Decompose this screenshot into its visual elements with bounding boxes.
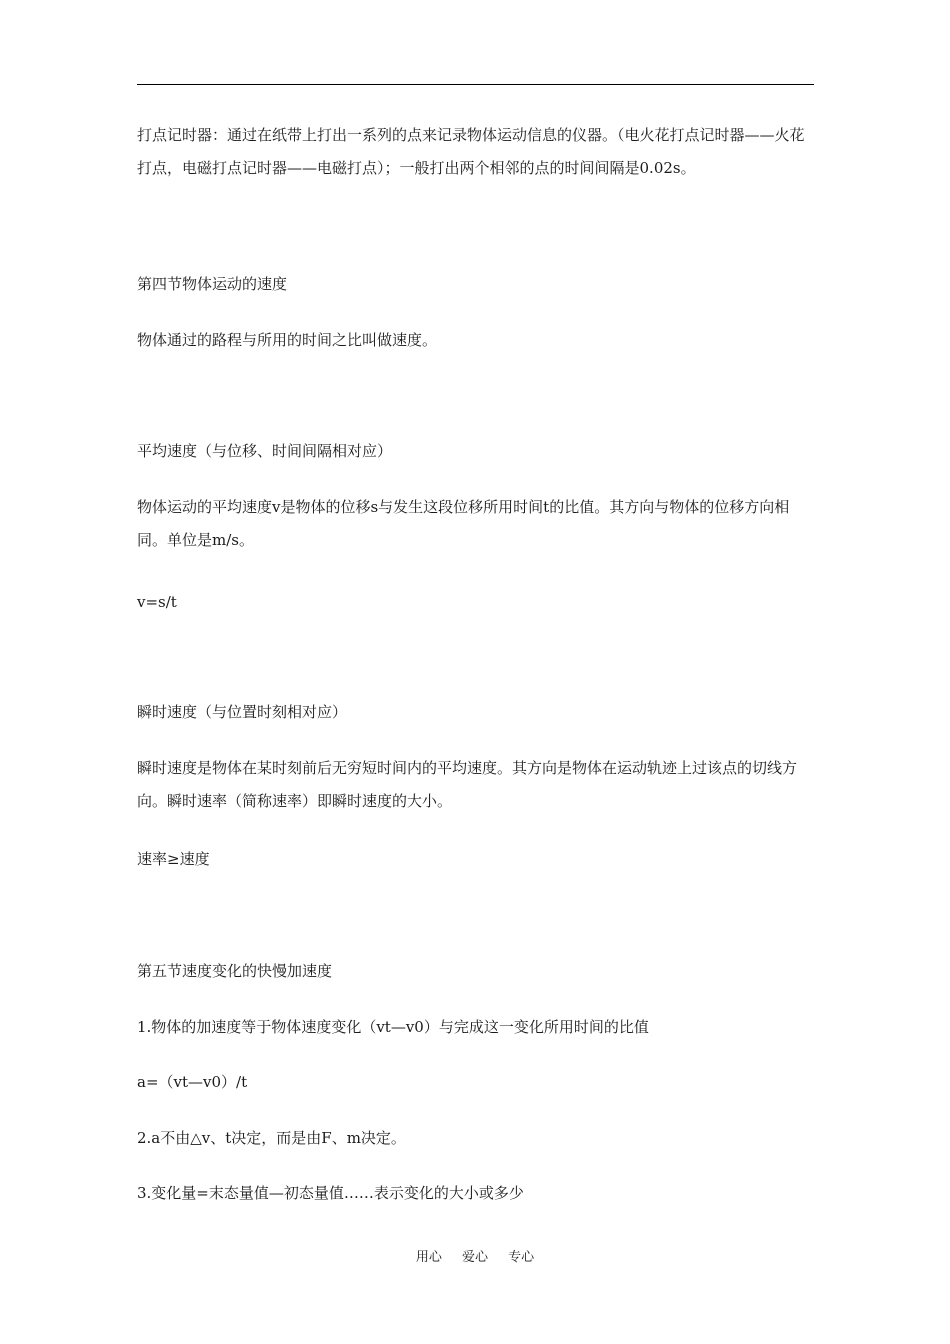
footer-text-1: 用心 xyxy=(415,1250,442,1265)
paragraph-timer: 打点记时器：通过在纸带上打出一系列的点来记录物体运动信息的仪器。（电火花打点记时器——火花打点，电磁打点记时器——电磁打点）；一般打出两个相邻的点的时间间隔是0.02s。 xyxy=(137,126,805,177)
formula-speed-comparison: 速率≥速度 xyxy=(137,850,210,868)
formula-acceleration: a=（vt—v0）/t xyxy=(137,1073,248,1091)
list-item-3: 3.变化量=末态量值—初态量值……表示变化的大小或多少 xyxy=(137,1184,524,1202)
section-heading-velocity: 第四节物体运动的速度 xyxy=(137,275,288,293)
list-item-2: 2.a不由△v、t决定，而是由F、m决定。 xyxy=(137,1129,406,1147)
page-footer xyxy=(0,1248,950,1268)
paragraph-instantaneous-velocity: 瞬时速度是物体在某时刻前后无穷短时间内的平均速度。其方向是物体在运动轨迹上过该点的切线方向。瞬时速率（简称速率）即瞬时速度的大小。 xyxy=(137,759,798,810)
formula-average-velocity: v=s/t xyxy=(137,593,177,611)
paragraph-speed-definition: 物体通过的路程与所用的时间之比叫做速度。 xyxy=(137,331,438,349)
subheading-instantaneous-velocity: 瞬时速度（与位置时刻相对应） xyxy=(137,703,348,721)
list-item-1: 1.物体的加速度等于物体速度变化（vt—v0）与完成这一变化所用时间的比值 xyxy=(137,1018,649,1036)
subheading-average-velocity: 平均速度（与位移、时间间隔相对应） xyxy=(137,442,393,460)
section-heading-acceleration: 第五节速度变化的快慢加速度 xyxy=(137,962,333,980)
footer-text-3: 专心 xyxy=(508,1250,535,1265)
paragraph-average-velocity: 物体运动的平均速度v是物体的位移s与发生这段位移所用时间t的比值。其方向与物体的位移方向相同。单位是m/s。 xyxy=(137,498,790,549)
header-rule xyxy=(137,84,814,85)
footer-text-2: 爱心 xyxy=(461,1250,488,1265)
